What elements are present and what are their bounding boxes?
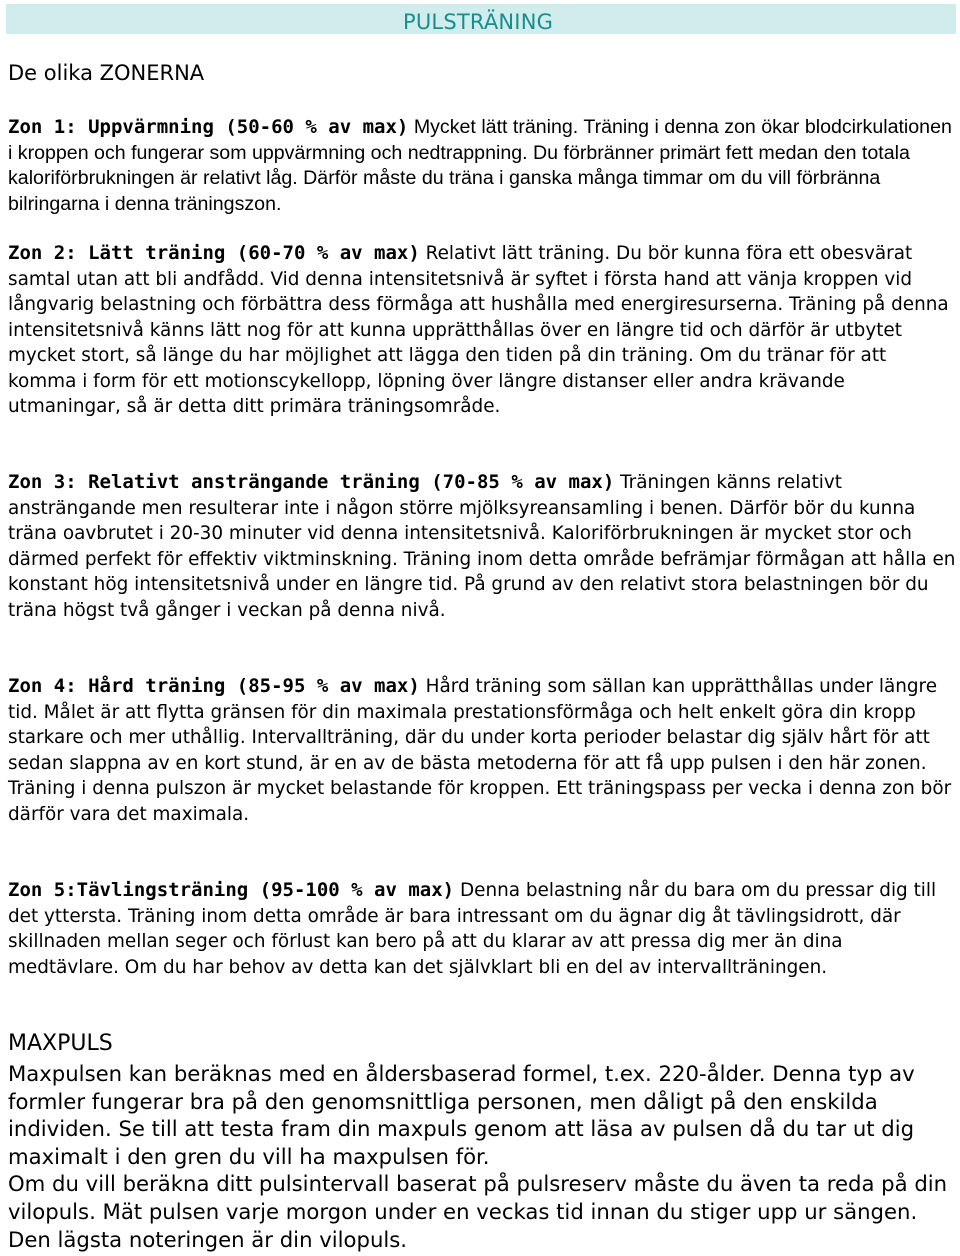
zone-4-paragraph — [8, 674, 956, 827]
maxpuls-paragraph-2: Om du vill beräkna ditt pulsintervall baserat på pulsreserv måste du även ta reda på din vilopuls. Mät pulsen varje morgon under en veckas tid innan du stiger upp ur sängen. Den lägsta noteringen är din vilopuls. — [8, 1171, 948, 1252]
zone-2-text: Relativt lätt träning. Du bör kunna föra ett obesvärat samtal utan att bli andfådd. Vid denna intensitetsnivå är syftet i första hand att vänja kroppen vid långvarig belastning och förbättra dess förmåga att hushålla med energiresurserna. Träning på denna intensitetsnivå känns lätt nog för att kunna upprätthållas över en längre tid och därför är utbytet mycket stort, så länge du har möjlighet att lägga den tiden på din träning. Om du tränar för att komma i form för ett motionscykellopp, löpning över längre distanser eller andra krävande utmaningar, så är detta ditt primära träningsområde. — [8, 243, 949, 417]
zone-4-title: Zon 4: Hård träning (85-95 % av max) — [8, 675, 420, 697]
zone-5-text: Denna belastning når du bara om du pressar dig till det yttersta. Träning inom detta område är bara intressant om du ägnar dig åt tävlingsidrott, där skillnaden mellan seger och förlust kan bero på att du klarar av att pressa dig mer än dina medtävlare. Om du har behov av detta kan det självklart bli en del av intervallträningen. — [8, 880, 937, 978]
maxpuls-paragraph-1: Maxpulsen kan beräknas med en åldersbaserad formel, t.ex. 220-ålder. Denna typ av formler fungerar bra på den genomsnittliga personen, men dåligt på den enskilda individen. Se till att testa fram din maxpuls genom att läsa av pulsen då du tar ut dig maximalt i den gren du vill ha maxpulsen för. — [8, 1061, 915, 1169]
zone-5-paragraph — [8, 878, 956, 980]
zone-1-paragraph — [8, 115, 956, 217]
zone-5-title: Zon 5:Tävlingsträning (95-100 % av max) — [8, 879, 455, 901]
zone-3-paragraph — [8, 470, 956, 623]
zone-2-paragraph — [8, 241, 956, 420]
zone-1-text: Mycket lätt träning. Träning i denna zon ökar blodcirkulationen i kroppen och fungerar som uppvärmning och nedtrappning. Du förbränner primärt fett medan den totala kaloriförbrukningen är relativt låg. Därför måste du träna i ganska många timmar om du vill förbränna bilringarna i denna träningszon. — [8, 116, 952, 215]
zone-3-title: Zon 3: Relativt ansträngande träning (70-85 % av max) — [8, 471, 615, 493]
zone-2-title: Zon 2: Lätt träning (60-70 % av max) — [8, 242, 420, 264]
zone-1-title: Zon 1: Uppvärmning (50-60 % av max) — [8, 116, 409, 138]
title-banner — [6, 4, 956, 34]
maxpuls-heading: MAXPULS — [8, 1031, 113, 1056]
zone-3-text: Träningen känns relativt ansträngande men resulterar inte i någon större mjölksyreansamling i benen. Därför bör du kunna träna oavbrutet i 20-30 minuter vid denna intensitetsnivå. Kaloriförbrukningen är mycket stor och därmed perfekt för effektiv viktminskning. Träning inom detta område befrämjar förmågan att hålla en konstant hög intensitetsnivå under en längre tid. På grund av den relativt stora belastningen bör du träna högst två gånger i veckan på denna nivå. — [8, 472, 956, 621]
maxpuls-body — [8, 1060, 958, 1253]
page-title: PULSTRÄNING — [403, 10, 554, 34]
zone-4-text: Hård träning som sällan kan upprätthållas under längre tid. Målet är att flytta gränsen för din maximala prestationsförmåga och helt enkelt göra din kropp starkare och mer uthållig. Intervallträning, där du under korta perioder belastar dig själv hårt för att sedan slappna av en kort stund, är en av de bästa metoderna för att få upp pulsen i den här zonen. Träning i denna pulszon är mycket belastande för kroppen. Ett träningspass per vecka i denna zon bör därför vara det maximala. — [8, 676, 952, 825]
zones-heading: De olika ZONERNA — [8, 61, 205, 85]
